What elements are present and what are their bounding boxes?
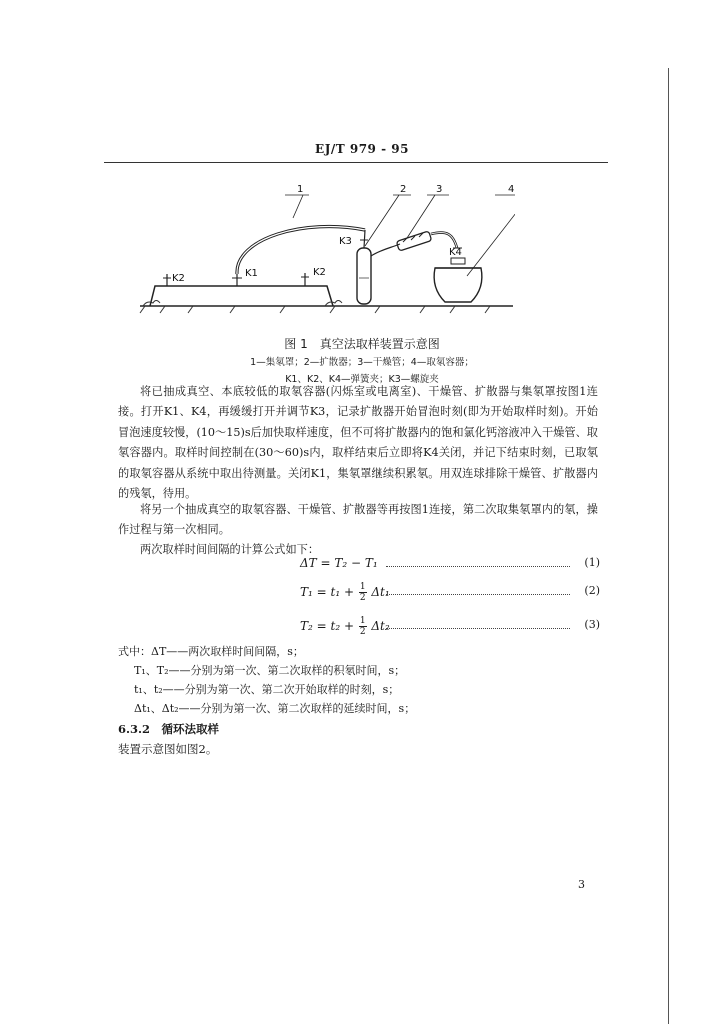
fraction bbox=[359, 582, 367, 603]
fraction-numerator: 1 bbox=[359, 616, 366, 626]
formula-3 bbox=[300, 616, 600, 642]
fraction-denominator: 2 bbox=[359, 627, 366, 637]
formula-expression bbox=[300, 616, 390, 637]
formula-number: (1) bbox=[584, 556, 600, 569]
valve-k4-label: K4 bbox=[449, 247, 462, 258]
formula-number: (2) bbox=[584, 584, 600, 597]
vacuum-sampling-apparatus-diagram bbox=[135, 178, 515, 328]
formula-lhs: T₂ = t₂ + bbox=[300, 619, 354, 633]
formula-2 bbox=[300, 582, 600, 608]
paragraph-formula-intro: 两次取样时间间隔的计算公式如下： bbox=[140, 543, 320, 556]
fraction-denominator: 2 bbox=[359, 593, 366, 603]
paragraph-second-sampling: 将另一个抽成真空的取氡容器、干燥管、扩散器等再按图1连接，第二次取集氡罩内的氡，操作过程与第一次相同。 bbox=[118, 503, 598, 537]
leader-dots bbox=[386, 594, 570, 595]
section-body: 装置示意图如图2。 bbox=[118, 742, 218, 756]
section-heading: 6.3.2 循环法取样 bbox=[118, 722, 220, 736]
callout-3: 3 bbox=[436, 184, 443, 195]
formula-expression bbox=[300, 582, 390, 603]
valve-k1-label: K1 bbox=[245, 268, 258, 279]
definition-line: Δt₁、Δt₂——分别为第一次、第二次取样的延续时间，s； bbox=[134, 702, 416, 715]
formula-expression: ΔT = T₂ − T₁ bbox=[300, 556, 378, 570]
formula-1 bbox=[300, 556, 600, 578]
page-edge-line bbox=[668, 68, 669, 1024]
valve-k3-label: K3 bbox=[339, 236, 352, 247]
page-number: 3 bbox=[578, 878, 585, 891]
callout-4: 4 bbox=[508, 184, 515, 195]
formula-rhs: Δt₁ bbox=[371, 585, 390, 599]
header-rule bbox=[104, 162, 608, 163]
definition-line: t₁、t₂——分别为第一次、第二次开始取样的时刻，s； bbox=[134, 683, 400, 696]
leader-dots bbox=[386, 628, 570, 629]
fraction bbox=[359, 616, 367, 637]
formula-rhs: Δt₂ bbox=[371, 619, 390, 633]
figure-caption: 图 1 真空法取样装置示意图 bbox=[284, 337, 440, 351]
valve-k2-label: K2 bbox=[313, 267, 326, 278]
leader-dots bbox=[386, 566, 570, 567]
formula-number: (3) bbox=[584, 618, 600, 631]
formula-lhs: T₁ = t₁ + bbox=[300, 585, 354, 599]
callout-1: 1 bbox=[297, 184, 304, 195]
figure-legend-line: 1—集氡罩；2—扩散器；3—干燥管；4—取氡容器； bbox=[250, 357, 474, 368]
definition-line: 式中：ΔT——两次取样时间间隔，s； bbox=[118, 645, 304, 658]
figure-legend-line: K1、K2、K4—弹簧夹；K3—螺旋夹 bbox=[285, 374, 439, 385]
fraction-numerator: 1 bbox=[359, 582, 366, 592]
valve-k2-left-label: K2 bbox=[172, 273, 185, 284]
paragraph-procedure: 将已抽成真空、本底较低的取氡容器(闪烁室或电离室)、干燥管、扩散器与集氡罩按图1连接。打开K1、K4，再缓缓打开并调节K3，记录扩散器开始冒泡时刻(即为开始取样时刻)。开始冒泡速度较慢，(10～15)s后加快取样速度，但不可将扩散器内的饱和氯化钙溶液冲入干燥管、取氡容器内。取样时间控制在(30～60)s内，取样结束后立即将K4关闭，并记下结束时刻，已取氡的取氡容器从系统中取出待测量。关闭K1，集氡罩继续积累氡。用双连球排除干燥管、扩散器内的残氡，待用。 bbox=[118, 385, 598, 501]
callout-2: 2 bbox=[400, 184, 407, 195]
definition-line: T₁、T₂——分别为第一次、第二次取样的积氡时间，s； bbox=[134, 664, 406, 677]
document-code-header: EJ/T 979 - 95 bbox=[315, 142, 409, 156]
